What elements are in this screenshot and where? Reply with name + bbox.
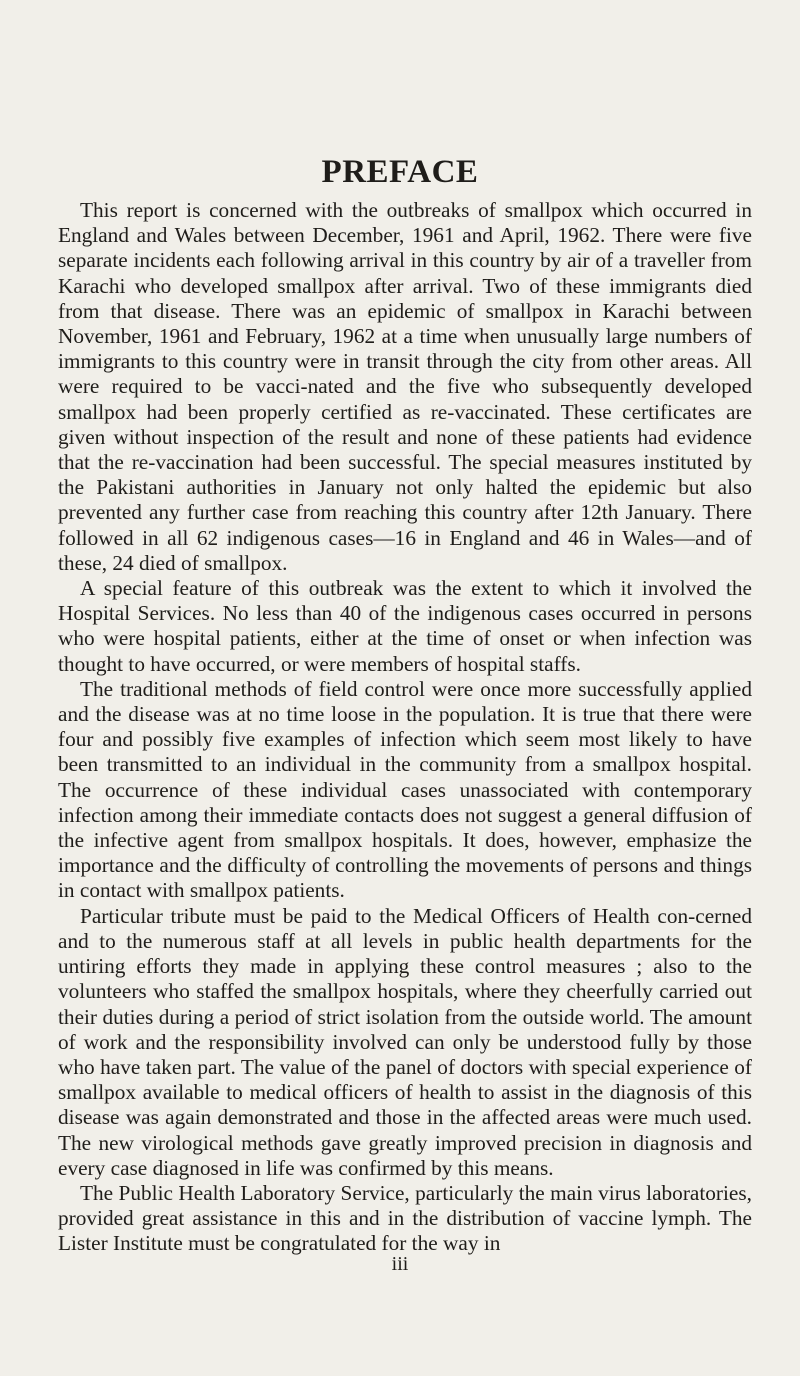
preface-body [58, 198, 752, 1257]
page-number: iii [391, 1253, 409, 1275]
paragraph-5: The Public Health Laboratory Service, particularly the main virus laboratories, provided great assistance in this and in the distribution of vaccine lymph. The Lister Institute must be congratulated for the way in [58, 1180, 752, 1256]
paragraph-3: The traditional methods of field control were once more successfully applied and the disease was at no time loose in the population. It is true that there were four and possibly five examples of infection which seem most likely to have been transmitted to an individual in the community from a smallpox hospital. The occurrence of these individual cases unassociated with contemporary infection among their immediate contacts does not suggest a general diffusion of the infective agent from smallpox hospitals. It does, however, emphasize the importance and the difficulty of controlling the movements of persons and things in contact with smallpox patients. [58, 676, 752, 903]
page-title: PREFACE [321, 154, 479, 190]
paragraph-4: Particular tribute must be paid to the Medical Officers of Health con-cerned and to the numerous staff at all levels in public health departments for the untiring efforts they made in applying these control measures ; also to the volunteers who staffed the smallpox hospitals, where they cheerfully carried out their duties during a period of strict isolation from the outside world. The amount of work and the responsibility involved can only be understood fully by those who have taken part. The value of the panel of doctors with special experience of smallpox available to medical officers of health to assist in the diagnosis of this disease was again demonstrated and those in the affected areas were much used. The new virological methods gave greatly improved precision in diagnosis and every case diagnosed in life was confirmed by this means. [58, 903, 752, 1180]
paragraph-1: This report is concerned with the outbreaks of smallpox which occurred in England and Wales between December, 1961 and April, 1962. There were five separate incidents each following arrival in this country by air of a traveller from Karachi who developed smallpox after arrival. Two of these immigrants died from that disease. There was an epidemic of smallpox in Karachi between November, 1961 and February, 1962 at a time when unusually large numbers of immigrants to this country were in transit through the city from other areas. All were required to be vacci-nated and the five who subsequently developed smallpox had been properly certified as re-vaccinated. These certificates are given without inspection of the result and none of these patients had evidence that the re-vaccination had been successful. The special measures instituted by the Pakistani authorities in January not only halted the epidemic but also prevented any further case from reaching this country after 12th January. There followed in all 62 indigenous cases—16 in England and 46 in Wales—and of these, 24 died of smallpox. [58, 198, 752, 575]
paragraph-2: A special feature of this outbreak was the extent to which it involved the Hospital Services. No less than 40 of the indigenous cases occurred in persons who were hospital patients, either at the time of onset or when infection was thought to have occurred, or were members of hospital staffs. [58, 576, 752, 676]
